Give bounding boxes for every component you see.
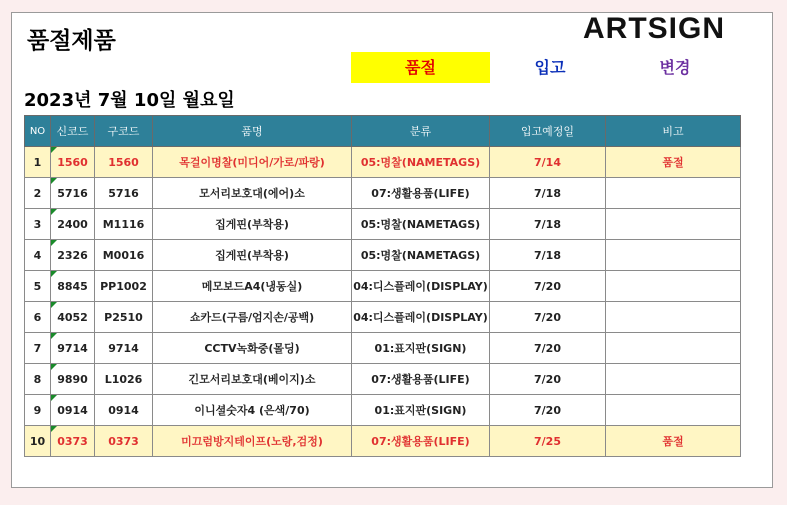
cell-category[interactable] <box>352 240 490 271</box>
cell-old-code-text: 1560 <box>108 155 139 169</box>
cell-category[interactable] <box>352 333 490 364</box>
cell-new-code[interactable] <box>51 209 95 240</box>
cell-no-text: 7 <box>33 341 42 355</box>
cell-note[interactable] <box>606 333 741 364</box>
column-header-due-date[interactable]: 입고예정일 <box>490 116 606 147</box>
cell-no[interactable] <box>25 395 51 426</box>
cell-note-text: 품절 <box>662 435 684 448</box>
column-header-old-code[interactable]: 구코드 <box>95 116 153 147</box>
cell-old-code[interactable] <box>95 271 153 302</box>
cell-product-name[interactable] <box>153 333 352 364</box>
cell-old-code-text: P2510 <box>104 310 143 324</box>
cell-no[interactable] <box>25 240 51 271</box>
cell-new-code-text: 4052 <box>57 310 88 324</box>
cell-due-date[interactable] <box>490 271 606 302</box>
table-row <box>25 333 741 364</box>
cell-new-code-text: 2400 <box>57 217 88 231</box>
cell-due-date[interactable] <box>490 178 606 209</box>
cell-product-name-text: 긴모서리보호대(베이지)소 <box>188 373 316 386</box>
cell-note[interactable] <box>606 364 741 395</box>
cell-no-text: 8 <box>33 372 42 386</box>
cell-old-code-text: L1026 <box>104 372 143 386</box>
cell-new-code-text: 0914 <box>57 403 88 417</box>
cell-due-date[interactable] <box>490 364 606 395</box>
cell-category[interactable] <box>352 395 490 426</box>
cell-no-text: 4 <box>33 248 42 262</box>
error-indicator-icon <box>51 209 57 215</box>
table-row <box>25 302 741 333</box>
cell-note[interactable] <box>606 240 741 271</box>
cell-due-date-text: 7/18 <box>534 248 561 262</box>
cell-category[interactable] <box>352 178 490 209</box>
cell-category-text: 05:명찰(NAMETAGS) <box>360 218 481 231</box>
cell-new-code-text: 9714 <box>57 341 88 355</box>
error-indicator-icon <box>51 147 57 153</box>
cell-due-date[interactable] <box>490 426 606 457</box>
cell-old-code[interactable] <box>95 209 153 240</box>
cell-category[interactable] <box>352 364 490 395</box>
cell-due-date-text: 7/20 <box>534 310 561 324</box>
column-header-category[interactable]: 분류 <box>352 116 490 147</box>
cell-category-text: 05:명찰(NAMETAGS) <box>360 156 481 169</box>
cell-product-name-text: 메모보드A4(냉동실) <box>201 280 303 293</box>
table-row <box>25 395 741 426</box>
cell-no[interactable] <box>25 364 51 395</box>
column-header-no[interactable]: NO <box>25 116 51 147</box>
soldout-products-table <box>24 115 741 457</box>
cell-due-date-text: 7/20 <box>534 279 561 293</box>
cell-product-name-text: 모서리보호대(에어)소 <box>199 187 305 200</box>
cell-product-name[interactable] <box>153 271 352 302</box>
cell-no[interactable] <box>25 302 51 333</box>
cell-old-code-text: 5716 <box>108 186 139 200</box>
cell-old-code[interactable] <box>95 302 153 333</box>
column-header-product-name[interactable]: 품명 <box>153 116 352 147</box>
cell-old-code[interactable] <box>95 395 153 426</box>
cell-no[interactable] <box>25 426 51 457</box>
cell-new-code[interactable] <box>51 364 95 395</box>
cell-product-name-text: 이니셜숫자4 (은색/70) <box>194 404 310 417</box>
cell-old-code[interactable] <box>95 364 153 395</box>
cell-product-name[interactable] <box>153 147 352 178</box>
error-indicator-icon <box>51 333 57 339</box>
cell-no-text: 10 <box>29 434 46 448</box>
cell-new-code-text: 9890 <box>57 372 88 386</box>
cell-product-name[interactable] <box>153 178 352 209</box>
cell-product-name-text: 쇼카드(구름/엄지손/공백) <box>189 311 315 324</box>
cell-category-text: 07:생활용품(LIFE) <box>371 187 470 200</box>
cell-old-code-text: 9714 <box>108 341 139 355</box>
cell-new-code[interactable] <box>51 147 95 178</box>
error-indicator-icon <box>51 178 57 184</box>
cell-due-date-text: 7/18 <box>534 217 561 231</box>
cell-category[interactable] <box>352 147 490 178</box>
cell-old-code[interactable] <box>95 426 153 457</box>
table-row <box>25 271 741 302</box>
cell-no-text: 9 <box>33 403 42 417</box>
cell-category-text: 04:디스플레이(DISPLAY) <box>353 280 488 293</box>
cell-no-text: 1 <box>33 155 42 169</box>
cell-old-code[interactable] <box>95 147 153 178</box>
cell-note[interactable] <box>606 209 741 240</box>
error-indicator-icon <box>51 364 57 370</box>
cell-no-text: 3 <box>33 217 42 231</box>
error-indicator-icon <box>51 426 57 432</box>
cell-due-date-text: 7/20 <box>534 341 561 355</box>
cell-old-code-text: 0373 <box>108 434 139 448</box>
cell-product-name-text: 집게핀(부착용) <box>215 218 289 231</box>
error-indicator-icon <box>51 240 57 246</box>
cell-due-date-text: 7/18 <box>534 186 561 200</box>
cell-no-text: 6 <box>33 310 42 324</box>
cell-category-text: 01:표지판(SIGN) <box>374 342 467 355</box>
cell-product-name-text: 집게핀(부착용) <box>215 249 289 262</box>
cell-new-code[interactable] <box>51 178 95 209</box>
cell-no[interactable] <box>25 333 51 364</box>
cell-due-date[interactable] <box>490 395 606 426</box>
error-indicator-icon <box>51 271 57 277</box>
cell-no[interactable] <box>25 147 51 178</box>
cell-old-code[interactable] <box>95 178 153 209</box>
cell-category-text: 07:생활용품(LIFE) <box>371 435 470 448</box>
cell-note[interactable] <box>606 395 741 426</box>
cell-category[interactable] <box>352 209 490 240</box>
cell-new-code[interactable] <box>51 333 95 364</box>
cell-old-code[interactable] <box>95 240 153 271</box>
cell-product-name[interactable] <box>153 209 352 240</box>
cell-new-code-text: 2326 <box>57 248 88 262</box>
legend-soldout: 품절 <box>351 52 490 83</box>
error-indicator-icon <box>51 395 57 401</box>
cell-due-date[interactable] <box>490 209 606 240</box>
cell-product-name-text: CCTV녹화중(몰딩) <box>204 342 300 355</box>
cell-due-date[interactable] <box>490 333 606 364</box>
cell-due-date-text: 7/20 <box>534 372 561 386</box>
cell-old-code-text: M1116 <box>102 217 145 231</box>
cell-due-date-text: 7/14 <box>534 155 561 169</box>
cell-product-name[interactable] <box>153 395 352 426</box>
cell-note[interactable] <box>606 178 741 209</box>
cell-note[interactable] <box>606 302 741 333</box>
cell-note[interactable] <box>606 271 741 302</box>
table-row <box>25 209 741 240</box>
cell-new-code-text: 1560 <box>57 155 88 169</box>
error-indicator-icon <box>51 302 57 308</box>
cell-due-date-text: 7/25 <box>534 434 561 448</box>
cell-due-date[interactable] <box>490 302 606 333</box>
cell-product-name[interactable] <box>153 302 352 333</box>
cell-due-date[interactable] <box>490 240 606 271</box>
cell-new-code[interactable] <box>51 395 95 426</box>
cell-category[interactable] <box>352 302 490 333</box>
table-row <box>25 147 741 178</box>
cell-due-date[interactable] <box>490 147 606 178</box>
cell-due-date-text: 7/20 <box>534 403 561 417</box>
table-row <box>25 240 741 271</box>
cell-old-code-text: M0016 <box>102 248 145 262</box>
cell-old-code[interactable] <box>95 333 153 364</box>
cell-no[interactable] <box>25 271 51 302</box>
cell-no[interactable] <box>25 178 51 209</box>
cell-product-name-text: 목걸이명찰(미디어/가로/파랑) <box>179 156 325 169</box>
cell-product-name[interactable] <box>153 364 352 395</box>
cell-new-code-text: 0373 <box>57 434 88 448</box>
cell-no-text: 2 <box>33 186 42 200</box>
cell-old-code-text: PP1002 <box>100 279 147 293</box>
table-row <box>25 364 741 395</box>
column-header-note[interactable]: 비고 <box>606 116 741 147</box>
cell-new-code[interactable] <box>51 426 95 457</box>
cell-no-text: 5 <box>33 279 42 293</box>
cell-new-code-text: 5716 <box>57 186 88 200</box>
column-header-new-code[interactable]: 신코드 <box>51 116 95 147</box>
cell-new-code[interactable] <box>51 271 95 302</box>
cell-category-text: 01:표지판(SIGN) <box>374 404 467 417</box>
cell-no[interactable] <box>25 209 51 240</box>
cell-category-text: 05:명찰(NAMETAGS) <box>360 249 481 262</box>
cell-new-code[interactable] <box>51 240 95 271</box>
cell-note-text: 품절 <box>662 156 684 169</box>
cell-category-text: 07:생활용품(LIFE) <box>371 373 470 386</box>
cell-note[interactable] <box>606 147 741 178</box>
cell-category-text: 04:디스플레이(DISPLAY) <box>353 311 488 324</box>
cell-new-code-text: 8845 <box>57 279 88 293</box>
legend-instock: 입고 <box>534 58 566 77</box>
report-date: 2023년 7월 10일 월요일 <box>24 90 235 111</box>
legend-changed: 변경 <box>659 58 691 77</box>
cell-note[interactable] <box>606 426 741 457</box>
cell-product-name[interactable] <box>153 240 352 271</box>
table-row <box>25 426 741 457</box>
brand-logo: ARTSIGN <box>583 12 725 45</box>
cell-category[interactable] <box>352 271 490 302</box>
table-row <box>25 178 741 209</box>
cell-old-code-text: 0914 <box>108 403 139 417</box>
cell-product-name-text: 미끄럼방지테이프(노랑,검정) <box>181 435 323 448</box>
cell-new-code[interactable] <box>51 302 95 333</box>
cell-product-name[interactable] <box>153 426 352 457</box>
page-title: 품절제품 <box>27 28 116 54</box>
table-header-row <box>25 116 741 147</box>
cell-category[interactable] <box>352 426 490 457</box>
